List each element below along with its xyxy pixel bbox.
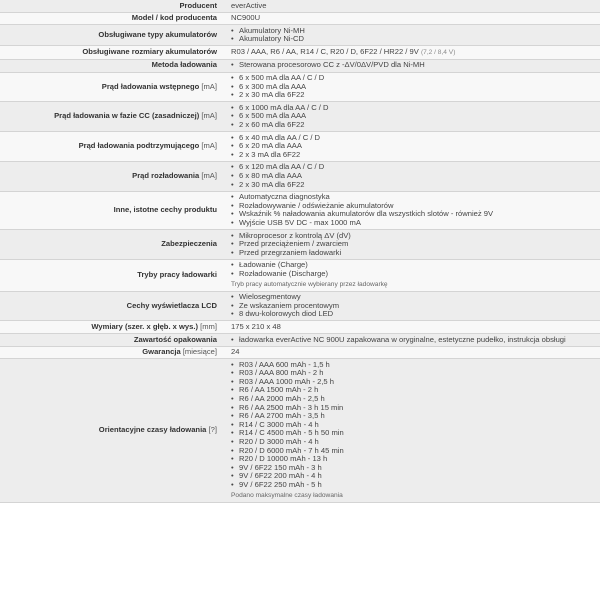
spec-value-cell	[224, 161, 600, 191]
spec-value-text: 175 x 210 x 48	[231, 321, 281, 331]
spec-row	[0, 291, 600, 321]
spec-label: Prąd rozładowania	[132, 171, 200, 180]
spec-value-list	[231, 163, 597, 189]
spec-value-item: • R20 / D 3000 mAh - 4 h	[239, 438, 597, 447]
spec-row	[0, 102, 600, 132]
spec-value-cell	[224, 12, 600, 25]
spec-value-item: • 6 x 1000 mA dla AA / C / D	[239, 104, 597, 113]
spec-value-cell	[224, 259, 600, 291]
spec-value-item: • 6 x 40 mA dla AA / C / D	[239, 134, 597, 143]
spec-row	[0, 321, 600, 334]
spec-row	[0, 12, 600, 25]
spec-value-cell	[224, 46, 600, 60]
spec-label-cell	[0, 59, 224, 72]
spec-value-item: • 2 x 30 mA dla 6F22	[239, 181, 597, 190]
spec-value-item: • 9V / 6F22 200 mAh - 4 h	[239, 472, 597, 481]
spec-value-item: • Ze wskazaniem procentowym	[239, 302, 597, 311]
spec-value-item: • 2 x 30 mA dla 6F22	[239, 91, 597, 100]
spec-label-cell	[0, 291, 224, 321]
spec-value-cell	[224, 72, 600, 102]
spec-row	[0, 0, 600, 12]
spec-row	[0, 346, 600, 359]
spec-value-item: • Rozładowanie (Discharge)	[239, 270, 597, 279]
spec-value-list	[231, 61, 597, 70]
spec-value-item: • Przed przegrzaniem ładowarki	[239, 249, 597, 258]
spec-value-list	[231, 232, 597, 258]
spec-value-list	[231, 261, 597, 278]
spec-label-cell	[0, 132, 224, 162]
spec-unit: [mA]	[201, 81, 217, 91]
spec-value-item: • 6 x 80 mA dla AAA	[239, 172, 597, 181]
spec-value-item: • 6 x 500 mA dla AA / C / D	[239, 74, 597, 83]
spec-value-item: • Mikroprocesor z kontrolą ΔV (dV)	[239, 232, 597, 241]
spec-value-item: • R6 / AA 2500 mAh - 3 h 15 min	[239, 404, 597, 413]
spec-value-item: • 6 x 300 mA dla AAA	[239, 83, 597, 92]
spec-value-item: • Automatyczna diagnostyka	[239, 193, 597, 202]
spec-label-cell	[0, 230, 224, 260]
spec-value-text: everActive	[231, 0, 267, 10]
spec-value-item: • 2 x 60 mA dla 6F22	[239, 121, 597, 130]
spec-label-cell	[0, 321, 224, 334]
spec-value-item: • R03 / AAA 1000 mAh - 2,5 h	[239, 378, 597, 387]
spec-label: Gwarancja	[142, 347, 181, 357]
spec-value-item: • R14 / C 3000 mAh - 4 h	[239, 421, 597, 430]
spec-value-list	[231, 293, 597, 319]
spec-value-item: • Wskaźnik % naładowania akumulatorów dla wszystkich slotów - również 9V	[239, 210, 597, 219]
spec-row	[0, 72, 600, 102]
spec-row	[0, 59, 600, 72]
spec-value-list	[231, 361, 597, 490]
spec-value-item: • Akumulatory Ni-CD	[239, 35, 597, 44]
spec-value-text: NC900U	[231, 13, 261, 23]
spec-label-cell	[0, 334, 224, 347]
spec-value-item: • Wyjście USB 5V DC - max 1000 mA	[239, 219, 597, 228]
spec-value-cell	[224, 132, 600, 162]
spec-label-cell	[0, 46, 224, 60]
spec-value-note: Podano maksymalne czasy ładowania	[231, 491, 343, 499]
spec-value-list	[231, 134, 597, 160]
spec-value-cell	[224, 291, 600, 321]
spec-value-item: • 6 x 120 mA dla AA / C / D	[239, 163, 597, 172]
spec-label-cell	[0, 0, 224, 12]
spec-label-cell	[0, 161, 224, 191]
spec-label: Prąd ładowania wstępnego	[101, 81, 200, 91]
spec-row	[0, 46, 600, 60]
spec-value-item: • 6 x 500 mA dla AAA	[239, 112, 597, 121]
spec-unit: [miesiące]	[182, 347, 217, 357]
spec-label-cell	[0, 72, 224, 102]
spec-value-list	[231, 193, 597, 227]
spec-label-cell	[0, 191, 224, 229]
spec-value-cell	[224, 346, 600, 359]
spec-value-item: • Akumulatory Ni-MH	[239, 27, 597, 36]
spec-value-item: • R6 / AA 1500 mAh - 2 h	[239, 386, 597, 395]
spec-value-item: • R03 / AAA 800 mAh - 2 h	[239, 369, 597, 378]
spec-value-item: • R14 / C 4500 mAh - 5 h 50 min	[239, 429, 597, 438]
spec-unit: [mA]	[201, 111, 217, 121]
spec-row	[0, 359, 600, 503]
spec-label-cell	[0, 346, 224, 359]
spec-value-cell	[224, 359, 600, 503]
spec-value-cell	[224, 321, 600, 334]
spec-label: Wymiary (szer. x głęb. x wys.)	[91, 321, 198, 331]
spec-value-item: • 9V / 6F22 150 mAh - 3 h	[239, 464, 597, 473]
spec-label: Model / kod producenta	[131, 13, 217, 23]
spec-value-note: Tryb pracy automatycznie wybierany przez ładowarkę	[231, 280, 388, 288]
spec-value-item: • Wielosegmentowy	[239, 293, 597, 302]
spec-label: Zawartość opakowania	[133, 334, 217, 344]
spec-value-hint: (7,2 / 8,4 V)	[420, 48, 456, 56]
spec-value-item: • Ładowanie (Charge)	[239, 261, 597, 270]
spec-value-item: • R03 / AAA 600 mAh - 1,5 h	[239, 361, 597, 370]
spec-value-list	[231, 74, 597, 100]
spec-value-list	[231, 27, 597, 44]
spec-value-list	[231, 336, 597, 345]
spec-label-cell	[0, 102, 224, 132]
spec-label-cell	[0, 25, 224, 46]
spec-label: Tryby pracy ładowarki	[137, 269, 217, 279]
spec-value-cell	[224, 102, 600, 132]
spec-value-text: 24	[231, 347, 240, 357]
spec-value-cell	[224, 25, 600, 46]
spec-label: Metoda ładowania	[151, 60, 217, 70]
spec-value-cell	[224, 334, 600, 347]
spec-value-text: R03 / AAA, R6 / AA, R14 / C, R20 / D, 6F22 / HR22 / 9V	[231, 46, 419, 56]
spec-label: Producent	[179, 0, 217, 10]
spec-row	[0, 334, 600, 347]
spec-value-item: • R6 / AA 2700 mAh - 3,5 h	[239, 412, 597, 421]
spec-value-item: • 2 x 3 mA dla 6F22	[239, 151, 597, 160]
spec-row	[0, 161, 600, 191]
spec-label-cell	[0, 359, 224, 503]
spec-value-cell	[224, 59, 600, 72]
spec-row	[0, 25, 600, 46]
spec-value-cell	[224, 191, 600, 229]
spec-value-item: • ładowarka everActive NC 900U zapakowana w oryginalne, estetyczne pudełko, instrukcja obsługi	[239, 336, 597, 345]
spec-row	[0, 230, 600, 260]
spec-row	[0, 259, 600, 291]
spec-value-item: • Przed przeciążeniem / zwarciem	[239, 240, 597, 249]
spec-unit: [?]	[208, 425, 217, 435]
spec-label: Inne, istotne cechy produktu	[113, 205, 217, 215]
spec-value-list	[231, 104, 597, 130]
spec-value-item: • 8 dwu-kolorowych diod LED	[239, 310, 597, 319]
spec-unit: [mA]	[201, 141, 217, 151]
spec-label: Zabezpieczenia	[161, 239, 217, 249]
spec-label-cell	[0, 12, 224, 25]
spec-value-item: • 9V / 6F22 250 mAh - 5 h	[239, 481, 597, 490]
spec-label: Prąd ładowania w fazie CC (zasadniczej)	[54, 111, 200, 121]
spec-value-item: • R20 / D 6000 mAh - 7 h 45 min	[239, 447, 597, 456]
spec-value-cell	[224, 230, 600, 260]
spec-label: Cechy wyświetlacza LCD	[126, 300, 217, 310]
spec-value-cell	[224, 0, 600, 12]
spec-row	[0, 132, 600, 162]
spec-value-item: • Rozładowywanie / odświeżanie akumulatorów	[239, 202, 597, 211]
spec-label: Obsługiwane rozmiary akumulatorów	[82, 47, 217, 57]
spec-value-item: • Sterowana procesorowo CC z -ΔV/0ΔV/PVD dla Ni-MH	[239, 61, 597, 70]
spec-value-item: • R20 / D 10000 mAh - 13 h	[239, 455, 597, 464]
spec-value-item: • R6 / AA 2000 mAh - 2,5 h	[239, 395, 597, 404]
spec-label-cell	[0, 259, 224, 291]
spec-value-item: • 6 x 20 mA dla AAA	[239, 142, 597, 151]
spec-label: Orientacyjne czasy ładowania	[98, 425, 207, 435]
spec-row	[0, 191, 600, 229]
spec-label: Prąd ładowania podtrzymującego	[78, 141, 200, 151]
spec-label: Obsługiwane typy akumulatorów	[98, 29, 217, 39]
spec-unit: [mm]	[200, 321, 217, 331]
spec-unit: [mA]	[201, 171, 217, 180]
